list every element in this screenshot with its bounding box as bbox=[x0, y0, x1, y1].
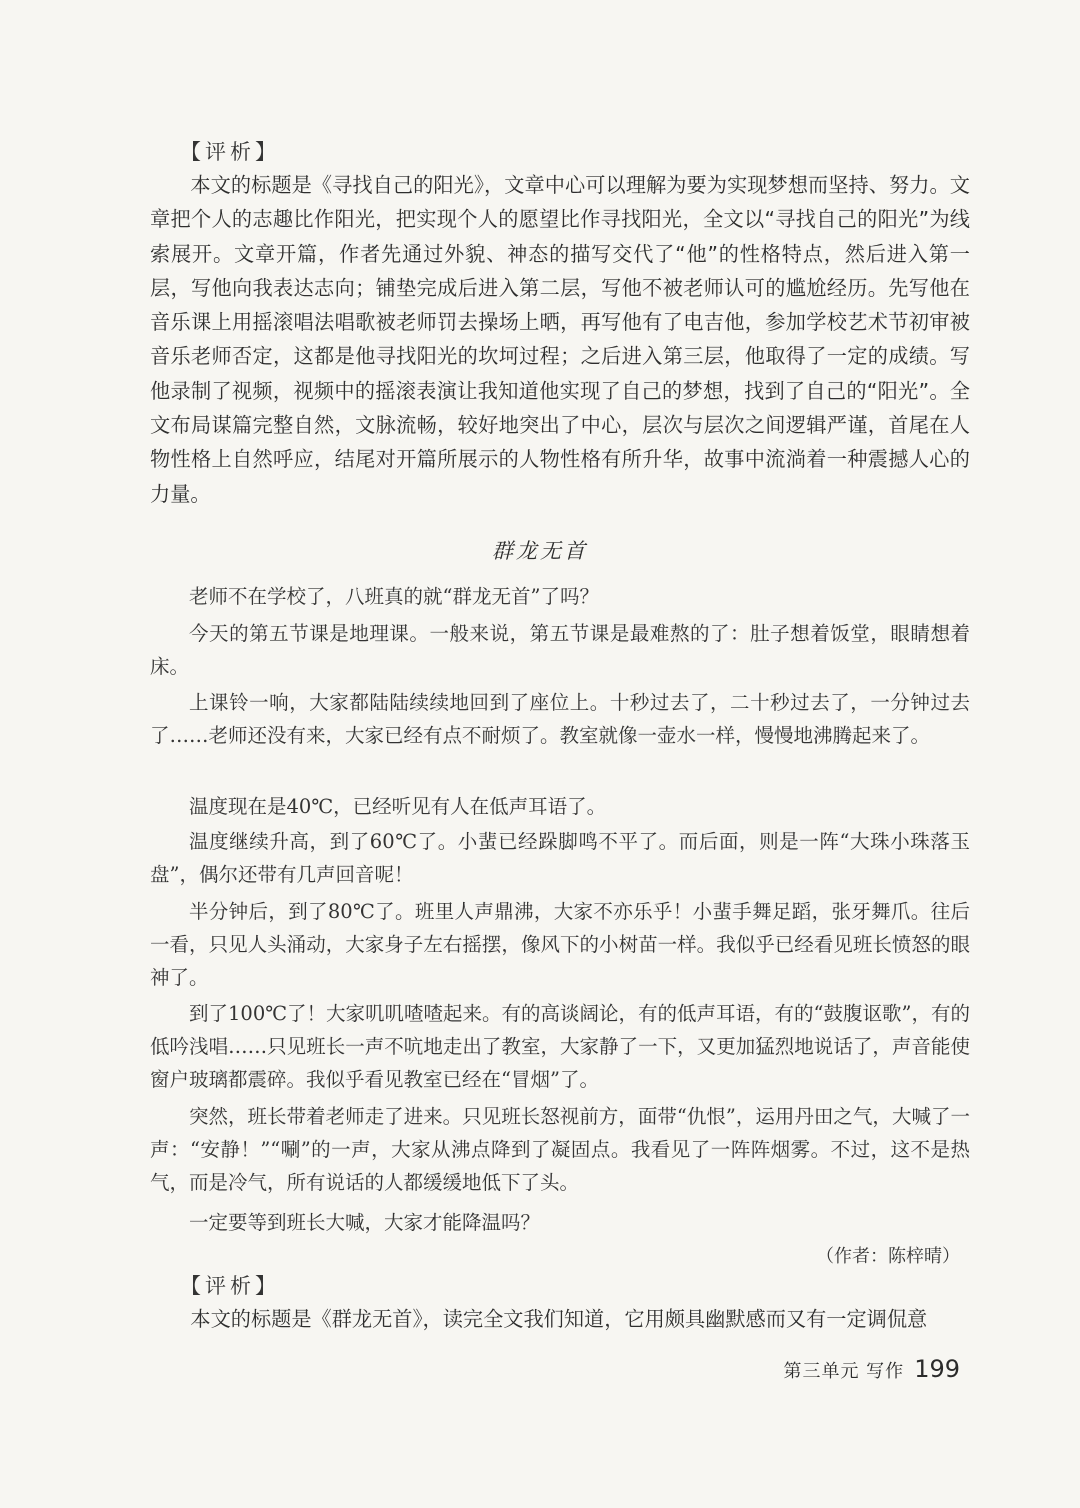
story-paragraph: 到了100℃了！大家叽叽喳喳起来。有的高谈阔论，有的低声耳语，有的“鼓腹讴歌”，有的低吟浅唱……只见班长一声不吭地走出了教室，大家静了一下，又更加猛烈地说话了，声音能使窗户玻璃都震碎。我似乎看见教室已经在“冒烟”了。 bbox=[150, 1002, 970, 1091]
story-paragraph: 半分钟后，到了80℃了。班里人声鼎沸，大家不亦乐乎！小蜚手舞足蹈，张牙舞爪。往后一看，只见人头涌动，大家身子左右摇摆，像风下的小树苗一样。我似乎已经看见班长愤怒的眼神了。 bbox=[150, 900, 970, 989]
story-paragraph: 老师不在学校了，八班真的就“群龙无首”了吗？ bbox=[189, 585, 599, 608]
story-paragraph: 温度继续升高，到了60℃了。小蜚已经跺脚鸣不平了。而后面，则是一阵“大珠小珠落玉盘”，偶尔还带有几声回音呢！ bbox=[150, 830, 970, 886]
unit-label: 第三单元 写作 bbox=[783, 1361, 905, 1382]
story-paragraph: 温度现在是40℃，已经听见有人在低声耳语了。 bbox=[189, 795, 607, 818]
page-number: 199 bbox=[914, 1355, 960, 1383]
story-title: 群龙无首 bbox=[492, 539, 588, 563]
story-paragraph: 上课铃一响，大家都陆陆续续地回到了座位上。十秒过去了，二十秒过去了，一分钟过去了……老师还没有来，大家已经有点不耐烦了。教室就像一壶水一样，慢慢地沸腾起来了。 bbox=[150, 691, 970, 747]
page-footer bbox=[783, 1355, 960, 1383]
review-heading: 【评析】 bbox=[180, 1274, 280, 1298]
review-paragraph: 本文的标题是《群龙无首》，读完全文我们知道，它用颇具幽默感而又有一定调侃意 bbox=[190, 1307, 928, 1331]
story-author: （作者：陈梓晴） bbox=[816, 1246, 960, 1267]
story-paragraph: 一定要等到班长大喊，大家才能降温吗？ bbox=[189, 1211, 541, 1234]
story-paragraph: 今天的第五节课是地理课。一般来说，第五节课是最难熬的了：肚子想着饭堂，眼睛想着床。 bbox=[150, 622, 970, 678]
review-paragraph: 本文的标题是《寻找自己的阳光》，文章中心可以理解为要为实现梦想而坚持、努力。文章把个人的志趣比作阳光，把实现个人的愿望比作寻找阳光，全文以“寻找自己的阳光”为线索展开。文章开篇，作者先通过外貌、神态的描写交代了“他”的性格特点，然后进入第一层，写他向我表达志向；铺垫完成后进入第二层，写他不被老师认可的尴尬经历。先写他在音乐课上用摇滚唱法唱歌被老师罚去操场上晒，再写他有了电吉他，参加学校艺术节初审被音乐老师否定，这都是他寻找阳光的坎坷过程；之后进入第三层，他取得了一定的成绩。写他录制了视频，视频中的摇滚表演让我知道他实现了自己的梦想，找到了自己的“阳光”。全文布局谋篇完整自然，文脉流畅，较好地突出了中心，层次与层次之间逻辑严谨，首尾在人物性格上自然呼应，结尾对开篇所展示的人物性格有所升华，故事中流淌着一种震撼人心的力量。 bbox=[150, 173, 970, 506]
story-paragraph: 突然，班长带着老师走了进来。只见班长怒视前方，面带“仇恨”，运用丹田之气，大喊了一声：“安静！”“唰”的一声，大家从沸点降到了凝固点。我看见了一阵阵烟雾。不过，这不是热气，而是冷气，所有说话的人都缓缓地低下了头。 bbox=[150, 1105, 970, 1194]
review-heading: 【评析】 bbox=[180, 140, 280, 164]
